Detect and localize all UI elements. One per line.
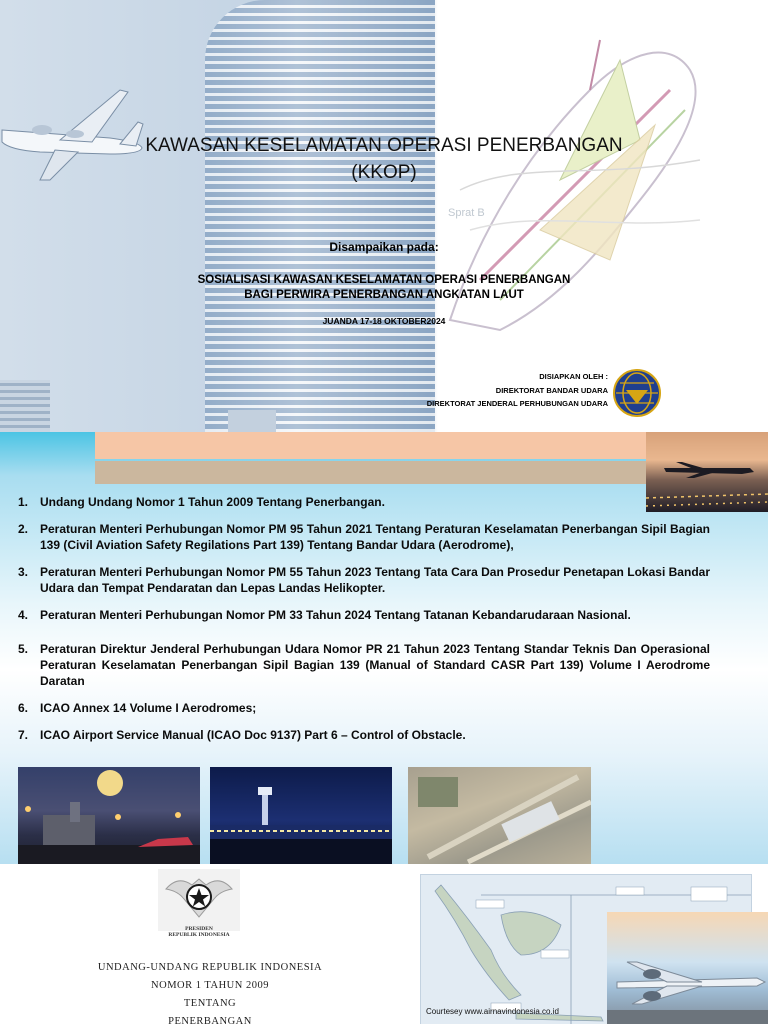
presented-at-label: Disampaikan pada: bbox=[329, 240, 439, 254]
regulation-item bbox=[18, 607, 710, 623]
law-document-slide bbox=[0, 864, 768, 1024]
building-image bbox=[228, 410, 276, 432]
regulation-text: Peraturan Menteri Perhubungan Nomor PM 55 Tahun 2023 Tentang Tata Cara Dan Prosedur Penetapan Lokasi Bandar Udara dan Tempat Pendaratan dan Lepas Landas Helikopter. bbox=[40, 565, 710, 595]
regulation-list bbox=[18, 494, 710, 743]
emblem-caption-line1: PRESIDEN bbox=[185, 926, 213, 932]
regulation-number: 3. bbox=[18, 565, 29, 579]
prepared-by-label: DISIAPKAN OLEH : bbox=[539, 372, 608, 381]
map-watermark: Sprat B bbox=[448, 207, 485, 219]
slide-title-abbrev: (KKOP) bbox=[351, 162, 417, 183]
event-title-line2: BAGI PERWIRA PENERBANGAN ANGKATAN LAUT bbox=[244, 289, 524, 301]
emblem-caption bbox=[158, 926, 240, 938]
title-slide bbox=[0, 0, 768, 432]
regulation-item bbox=[18, 700, 710, 716]
regulation-text: Peraturan Menteri Perhubungan Nomor PM 95 Tahun 2021 Tentang Peraturan Keselamatan Penerbangan Sipil Bagian 139 (Civil Aviation Safety Regilations Part 139) Tentang Bandar Udara (Aerodrome), bbox=[40, 522, 710, 552]
regulation-text: ICAO Annex 14 Volume I Aerodromes; bbox=[40, 701, 257, 715]
airplane-icon bbox=[607, 912, 768, 1024]
skyscraper-image bbox=[205, 0, 435, 432]
building-image bbox=[0, 380, 50, 432]
regulation-number: 4. bbox=[18, 608, 29, 622]
event-date: JUANDA 17-18 OKTOBER2024 bbox=[322, 316, 446, 326]
organization-line1: DIREKTORAT BANDAR UDARA bbox=[495, 386, 608, 395]
emblem-caption-line2: REPUBLIK INDONESIA bbox=[168, 932, 230, 938]
regulations-slide bbox=[0, 432, 768, 864]
garuda-emblem-icon bbox=[158, 869, 240, 931]
airplane-takeoff-photo bbox=[607, 912, 768, 1024]
law-tentang: TENTANG bbox=[183, 998, 237, 1009]
event-title-line1: SOSIALISASI KAWASAN KESELAMATAN OPERASI PENERBANGAN bbox=[197, 274, 571, 286]
regulation-item bbox=[18, 727, 710, 743]
regulation-number: 6. bbox=[18, 701, 29, 715]
regulation-text: Peraturan Direktur Jenderal Perhubungan Udara Nomor PR 21 Tahun 2023 Tentang Standar Teknis Dan Operasional Peraturan Keselamatan Penerbangan Sipil Bagian 139 (Manual of Standard CASR Part 139) Volume I Aerodrome Daratan bbox=[40, 642, 710, 688]
regulation-text: Undang Undang Nomor 1 Tahun 2009 Tentang Penerbangan. bbox=[40, 495, 385, 509]
regulation-number: 5. bbox=[18, 642, 29, 656]
organization-line2: DIREKTORAT JENDERAL PERHUBUNGAN UDARA bbox=[426, 399, 608, 408]
law-title-line1: UNDANG-UNDANG REPUBLIK INDONESIA bbox=[97, 962, 323, 973]
map-credit: Courtesey www.airnavindonesia.co.id bbox=[426, 1007, 559, 1016]
slide-title: KAWASAN KESELAMATAN OPERASI PENERBANGAN bbox=[145, 135, 623, 156]
aerial-airport-photo bbox=[408, 767, 591, 864]
regulation-item bbox=[18, 641, 710, 689]
regulation-text: ICAO Airport Service Manual (ICAO Doc 9137) Part 6 – Control of Obstacle. bbox=[40, 728, 466, 742]
control-tower-photo bbox=[210, 767, 392, 864]
law-subject: PENERBANGAN bbox=[168, 1016, 252, 1024]
ministry-logo-icon bbox=[612, 368, 662, 418]
regulation-number: 7. bbox=[18, 728, 29, 742]
regulation-item bbox=[18, 564, 710, 596]
regulation-text: Peraturan Menteri Perhubungan Nomor PM 33 Tahun 2024 Tentang Tatanan Kebandarudaraan Nasional. bbox=[40, 608, 631, 622]
regulation-item bbox=[18, 494, 710, 510]
airport-layout-sketch bbox=[440, 30, 710, 350]
law-number: NOMOR 1 TAHUN 2009 bbox=[151, 980, 269, 991]
regulation-number: 2. bbox=[18, 522, 29, 536]
airport-night-photo bbox=[18, 767, 200, 864]
regulation-number: 1. bbox=[18, 495, 29, 509]
regulation-item bbox=[18, 521, 710, 553]
